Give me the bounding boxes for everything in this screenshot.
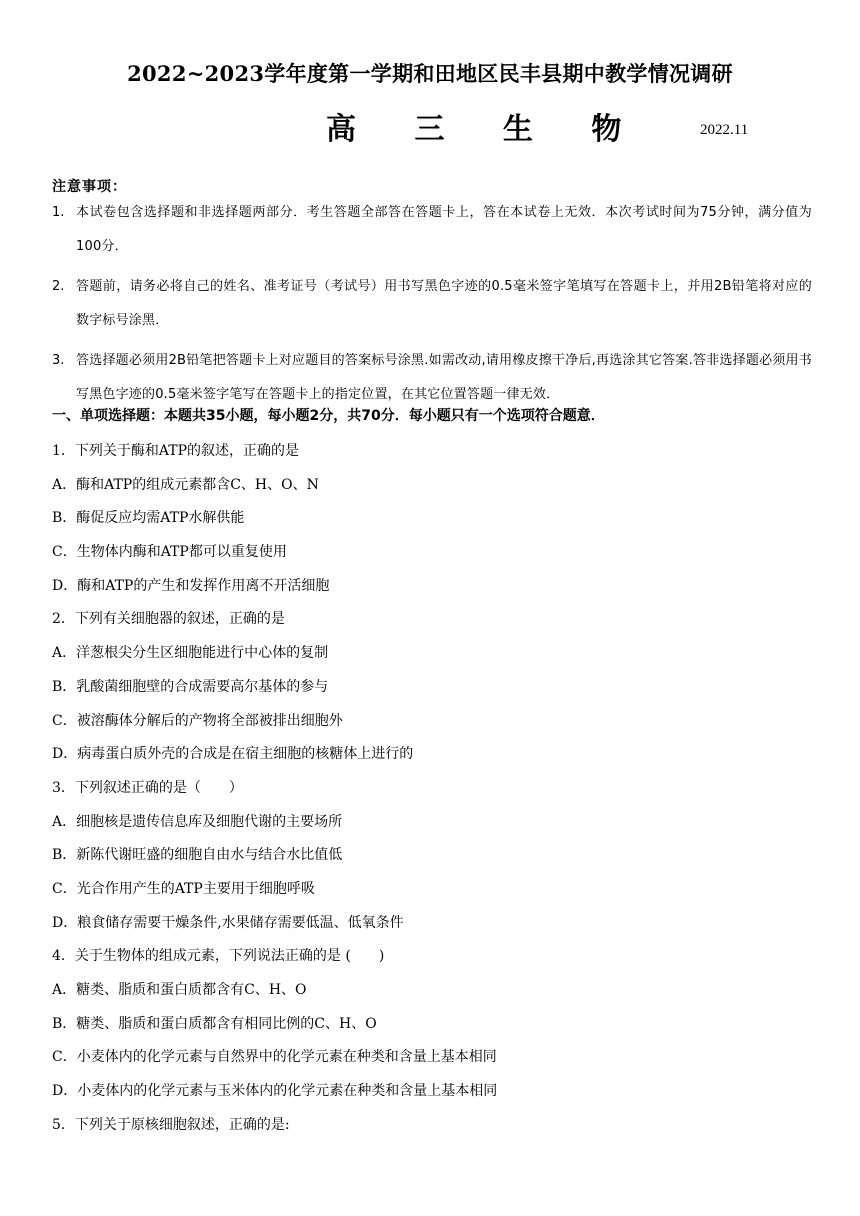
option-d: D．病毒蛋白质外壳的合成是在宿主细胞的核糖体上进行的 <box>52 746 414 763</box>
option-d: D．小麦体内的化学元素与玉米体内的化学元素在种类和含量上基本相同 <box>52 1083 498 1100</box>
option-a: A．洋葱根尖分生区细胞能进行中心体的复制 <box>52 645 329 662</box>
question-list <box>52 440 812 1147</box>
notice-heading: 注意事项： <box>52 179 127 195</box>
question-stem: 4．关于生物体的组成元素，下列说法正确的是 ( ) <box>52 948 385 965</box>
question-stem: 2．下列有关细胞器的叙述，正确的是 <box>52 611 285 628</box>
option-a: A．细胞核是遗传信息库及细胞代谢的主要场所 <box>52 813 343 830</box>
option-a: A．糖类、脂质和蛋白质都含有C、H、O <box>52 982 307 998</box>
question-stem: 5．下列关于原核细胞叙述，正确的是: <box>52 1116 290 1133</box>
option-c: C．生物体内酶和ATP都可以重复使用 <box>52 544 287 561</box>
option-a: A．酶和ATP的组成元素都含C、H、O、N <box>52 476 319 493</box>
option-c: C．被溶酶体分解后的产物将全部被排出细胞外 <box>52 712 343 729</box>
subject-title: 高 三 生 物 <box>326 112 646 147</box>
section-heading: 一、单项选择题：本题共35小题，每小题2分，共70分．每小题只有一个选项符合题意． <box>52 408 605 424</box>
notice-item <box>52 279 812 338</box>
question-stem: 1．下列关于酶和ATP的叙述，正确的是 <box>52 443 300 459</box>
option-c: C．小麦体内的化学元素与自然界中的化学元素在种类和含量上基本相同 <box>52 1049 497 1066</box>
question-stem: 3．下列叙述正确的是（ ） <box>52 779 243 796</box>
option-c: C．光合作用产生的ATP主要用于细胞呼吸 <box>52 880 315 897</box>
notice-text: 答选择题必须用2B铅笔把答题卡上对应题目的答案标号涂黑.如需改动,请用橡皮擦干净后,再选涂其它答案.答非选择题必须用书写黑色字迹的0.5毫米签字笔写在答题卡上的指定位置，在其它位置答题一律无效． <box>76 353 812 402</box>
option-b: B．新陈代谢旺盛的细胞自由水与结合水比值低 <box>52 847 343 864</box>
option-d: D．酶和ATP的产生和发挥作用离不开活细胞 <box>52 577 330 594</box>
option-b: B．酶促反应均需ATP水解供能 <box>52 510 245 527</box>
notice-text: 答题前，请务必将自己的姓名、准考证号（考试号）用书写黑色字迹的0.5毫米签字笔填写在答题卡上，并用2B铅笔将对应的数字标号涂黑． <box>76 279 812 328</box>
exam-title: 2022~2023学年度第一学期和田地区民丰县期中教学情况调研 <box>127 61 733 86</box>
option-d: D．粮食储存需要干燥条件,水果储存需要低温、低氧条件 <box>52 914 404 931</box>
option-b: B．乳酸菌细胞壁的合成需要高尔基体的参与 <box>52 678 329 695</box>
notice-number: 1. <box>52 205 65 220</box>
exam-date: 2022.11 <box>700 122 749 138</box>
notice-number: 3. <box>52 353 65 368</box>
notice-text: 本试卷包含选择题和非选择题两部分．考生答题全部答在答题卡上，答在本试卷上无效．本次考试时间为75分钟，满分值为100分． <box>76 205 812 254</box>
notice-list <box>52 205 812 427</box>
notice-item <box>52 205 812 264</box>
notice-number: 2. <box>52 279 65 294</box>
option-b: B．糖类、脂质和蛋白质都含有相同比例的C、H、O <box>52 1015 377 1032</box>
notice-item <box>52 353 812 412</box>
